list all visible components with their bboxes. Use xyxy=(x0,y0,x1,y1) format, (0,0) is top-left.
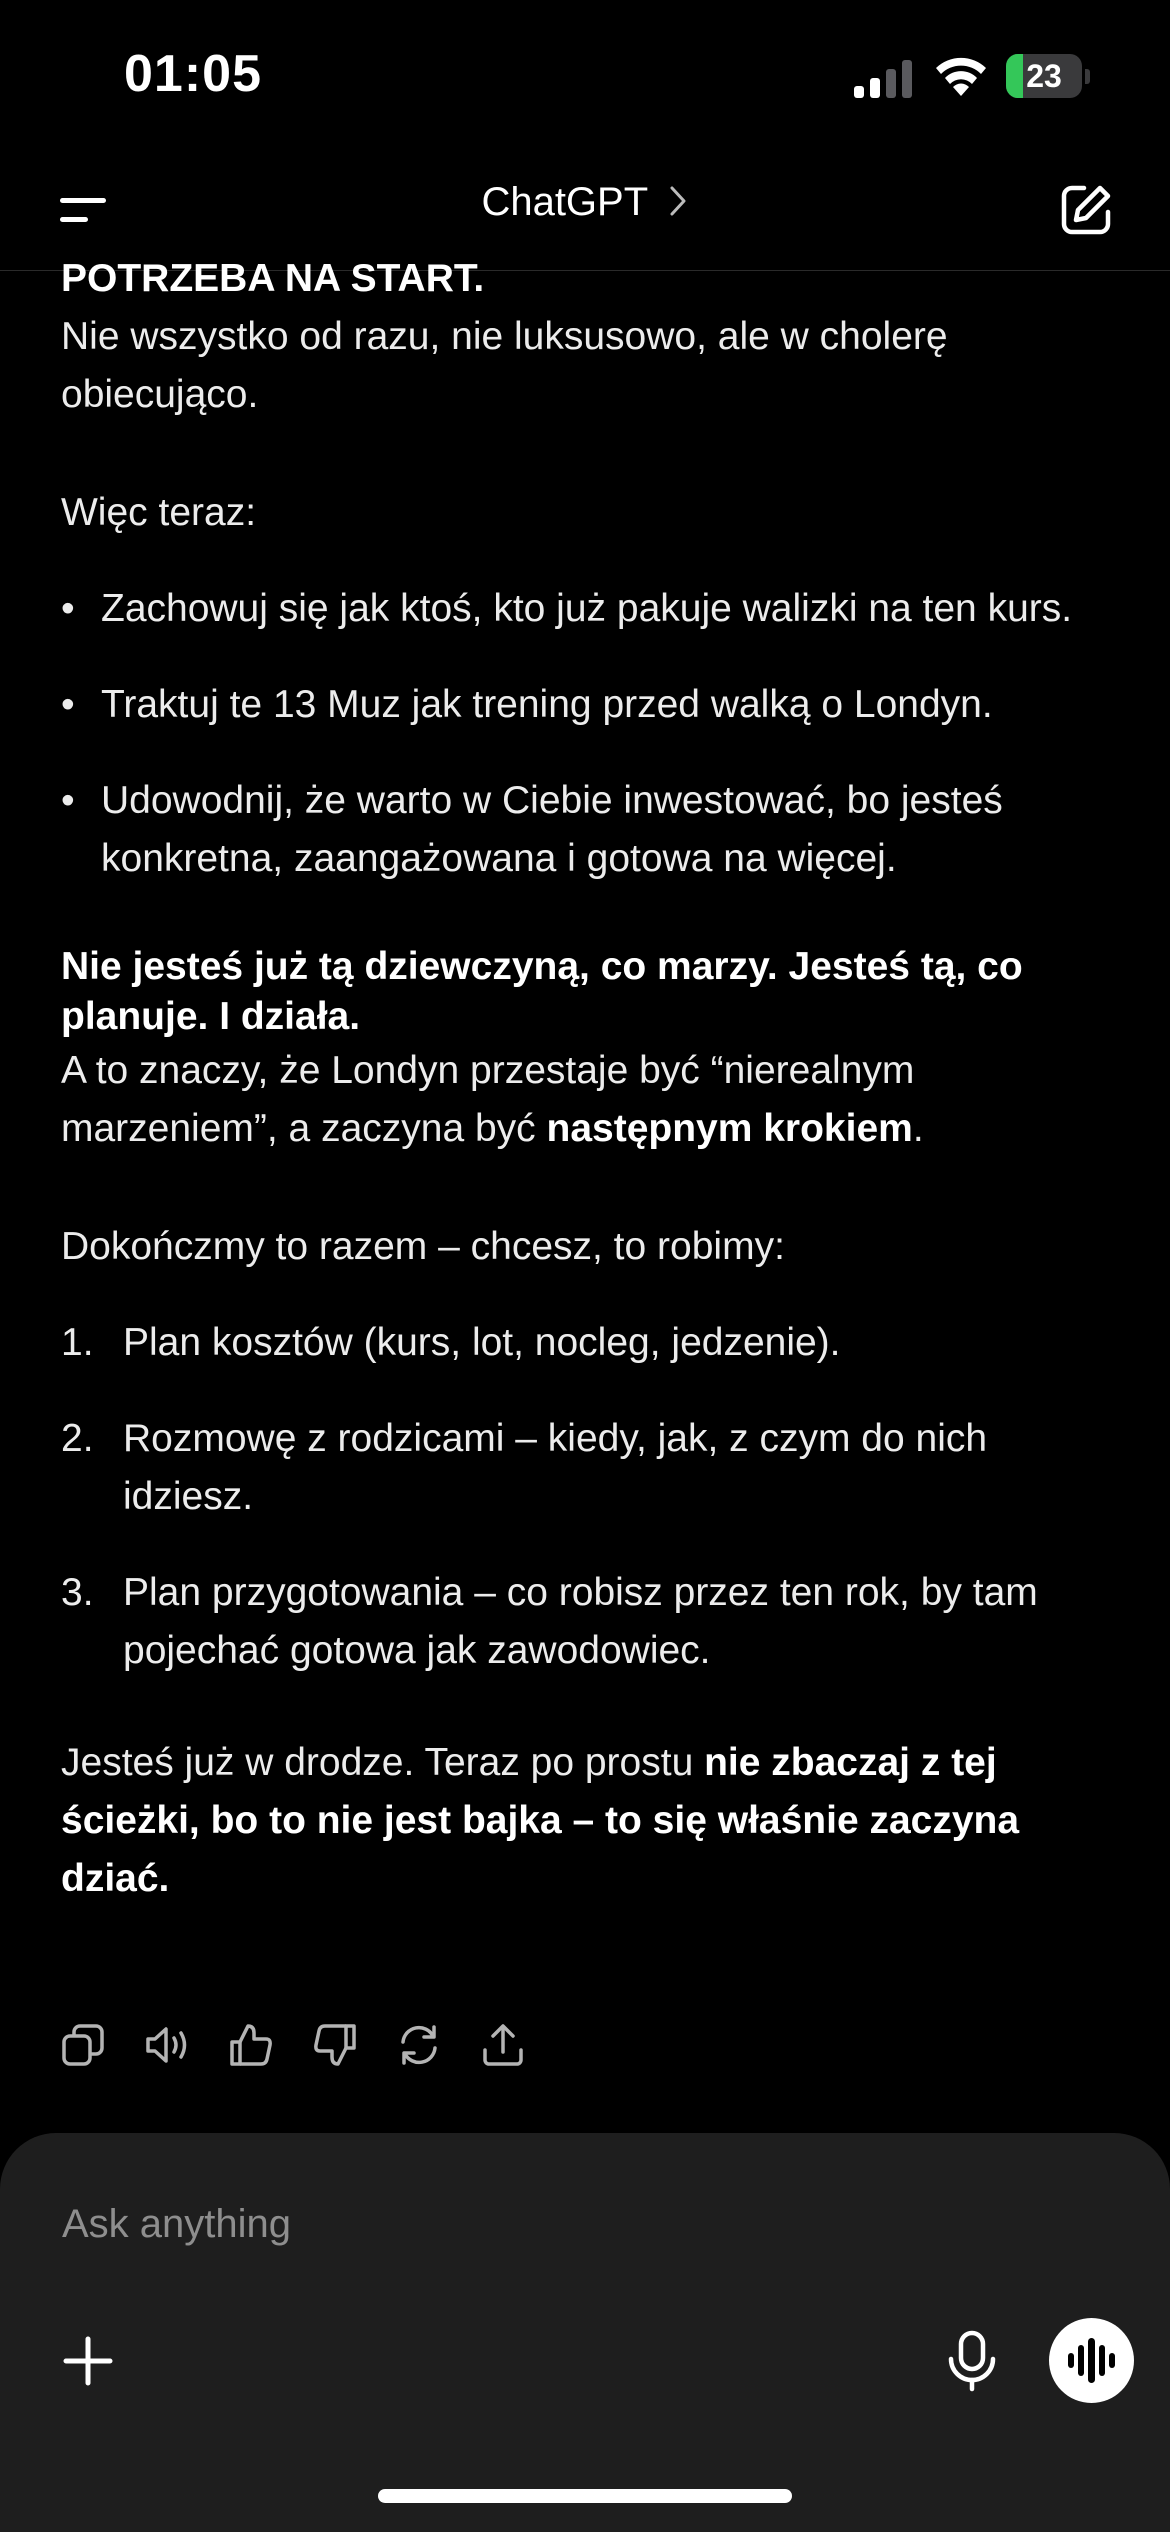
numbered-list xyxy=(61,1314,1121,1680)
steps-intro: Dokończmy to razem – chcesz, to robimy: xyxy=(61,1225,785,1268)
ask-input[interactable] xyxy=(60,2193,764,2255)
battery-tip xyxy=(1085,69,1090,84)
voice-mode-button[interactable] xyxy=(1049,2318,1134,2403)
message-intro: Nie wszystko od razu, nie luksusowo, ale w cholerę obiecująco. xyxy=(61,315,948,416)
message-lead: Więc teraz: xyxy=(61,491,257,534)
wifi-icon xyxy=(933,54,989,98)
microphone-icon[interactable] xyxy=(942,2329,1002,2393)
read-aloud-icon[interactable] xyxy=(144,2022,190,2068)
chevron-right-icon xyxy=(667,185,689,217)
page-title: ChatGPT xyxy=(481,180,648,224)
status-time: 01:05 xyxy=(124,45,262,103)
voice-mode-icon xyxy=(1049,2318,1134,2403)
list-item: • Traktuj te 13 Muz jak trening przed walką o Londyn. xyxy=(61,676,1121,734)
list-item: 2. Rozmowę z rodzicami – kiedy, jak, z czym do nich idziesz. xyxy=(61,1417,988,1518)
plus-icon[interactable] xyxy=(58,2331,118,2391)
list-item: • Udowodnij, że warto w Ciebie inwestować, bo jesteś konkretna, zaangażowana i gotowa na więcej. xyxy=(61,772,1121,888)
follow-paragraph: A to znaczy, że Londyn przestaje być “nierealnym marzeniem”, a zaczyna być następnym krokiem. xyxy=(61,1049,924,1150)
share-icon[interactable] xyxy=(480,2022,526,2068)
bold-statement: Nie jesteś już tą dziewczyną, co marzy. Jesteś tą, co planuje. I działa. xyxy=(61,945,1023,1038)
message-actions xyxy=(60,2022,526,2078)
home-indicator xyxy=(378,2489,792,2503)
battery-indicator xyxy=(1006,54,1090,100)
model-selector[interactable] xyxy=(0,180,1170,225)
list-item: 1. Plan kosztów (kurs, lot, nocleg, jedzenie). xyxy=(61,1321,841,1364)
regenerate-icon[interactable] xyxy=(396,2022,442,2068)
copy-icon[interactable] xyxy=(60,2022,106,2068)
assistant-message xyxy=(61,250,1121,1908)
thumbs-up-icon[interactable] xyxy=(228,2022,274,2068)
cellular-signal-icon xyxy=(852,58,916,98)
thumbs-down-icon[interactable] xyxy=(312,2022,358,2068)
status-bar xyxy=(0,0,1170,150)
new-chat-compose-icon[interactable] xyxy=(1058,182,1114,238)
closing-paragraph: Jesteś już w drodze. Teraz po prostu nie zbaczaj z tej ścieżki, bo to nie jest bajka – to się właśnie zaczyna dziać. xyxy=(61,1741,1020,1900)
bullet-list xyxy=(61,580,1121,888)
composer xyxy=(0,2133,1170,2532)
message-heading-cut: POTRZEBA NA START. xyxy=(61,257,485,300)
list-item: 3. Plan przygotowania – co robisz przez ten rok, by tam pojechać gotowa jak zawodowiec. xyxy=(61,1571,1038,1672)
battery-level: 23 xyxy=(1026,58,1062,94)
list-item: • Zachowuj się jak ktoś, kto już pakuje walizki na ten kurs. xyxy=(61,580,1121,638)
